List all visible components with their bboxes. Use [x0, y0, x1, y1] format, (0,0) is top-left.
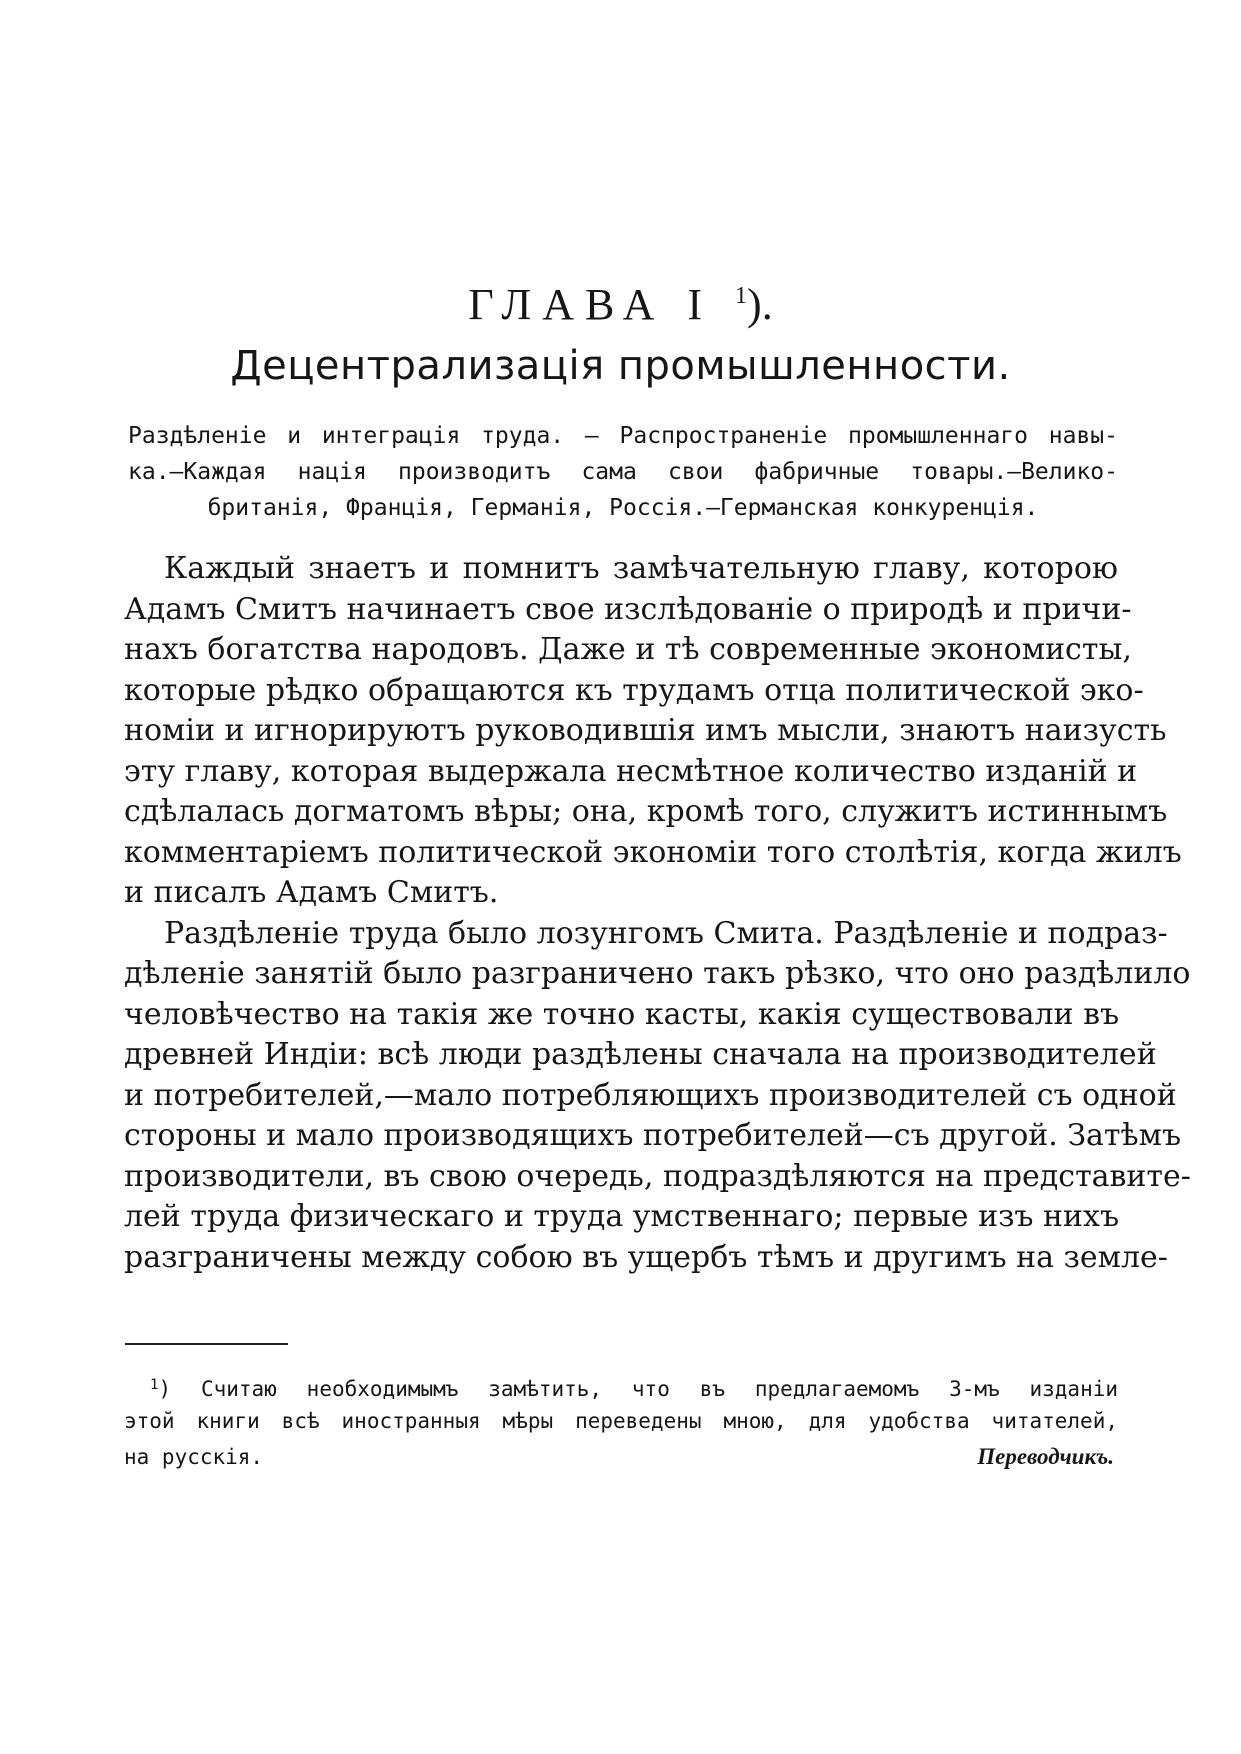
summary-line: Раздѣленіе и интеграція труда. — Распространеніе промышленнаго навы- — [128, 423, 1118, 449]
footnote-mark-close: ) — [158, 1377, 172, 1401]
text-line: нахъ богатства народовъ. Даже и тѣ современные экономисты, — [124, 632, 1132, 667]
footnote-divider — [125, 1343, 288, 1345]
footnote-mark: 1 — [150, 1377, 159, 1393]
text-line: эту главу, которая выдержала несмѣтное количество изданій и — [124, 753, 1138, 789]
footnote-line — [124, 1367, 1118, 1403]
summary-line: ка.—Каждая нація производитъ сама свои фабричные товары.—Велико- — [128, 459, 1118, 485]
paragraph-1 — [124, 549, 1182, 914]
translator-signature: Переводчикъ. — [977, 1444, 1114, 1469]
chapter-footnote-close: ). — [747, 280, 773, 329]
chapter-heading-text: ГЛАВА I — [468, 280, 714, 329]
footnote-line-1-text: Считаю необходимымъ замѣтить, что въ предлагаемомъ 3-мъ изданіи — [200, 1377, 1118, 1401]
text-line: и писалъ Адамъ Смитъ. — [124, 875, 499, 910]
chapter-summary — [128, 418, 1118, 526]
text-line: сдѣлалась догматомъ вѣры; она, кромѣ того, служитъ истиннымъ — [124, 794, 1168, 829]
footnote — [124, 1367, 1118, 1475]
footnote-line-3-text: на русскія. — [124, 1445, 264, 1469]
footnote-line: этой книги всѣ иностранныя мѣры переведены мною, для удобства читателей, — [124, 1409, 1118, 1433]
text-line: которые рѣдко обращаются къ трудамъ отца политической эко- — [124, 672, 1144, 708]
paragraph-2 — [124, 914, 1191, 1279]
summary-line: британія, Франція, Германія, Россія.—Германская конкуренція. — [207, 495, 1039, 521]
footnote-last-row — [124, 1439, 1118, 1475]
chapter-heading — [0, 268, 1241, 333]
text-line: стороны и мало производящихъ потребителей—съ другой. Затѣмъ — [124, 1118, 1182, 1153]
text-line: лей труда физическаго и труда умственнаго; первые изъ нихъ — [124, 1199, 1120, 1234]
text-line: дѣленіе занятій было разграничено такъ рѣзко, что оно раздѣлило — [124, 956, 1191, 991]
text-line: номіи и игнорируютъ руководившія имъ мысли, знаютъ наизусть — [124, 713, 1167, 748]
chapter-footnote-mark: 1 — [735, 283, 748, 309]
text-line: Адамъ Смитъ начинаетъ свое изслѣдованіе о природѣ и причи- — [124, 591, 1132, 627]
body-text — [124, 549, 1191, 1278]
text-line: человѣчество на такія же точно касты, какія существовали въ — [124, 996, 1120, 1032]
text-line: комментаріемъ политической экономіи того столѣтія, когда жилъ — [124, 834, 1182, 870]
text-line: древней Индіи: всѣ люди раздѣлены сначала на производителей — [124, 1037, 1157, 1072]
text-line: производители, въ свою очередь, подраздѣляются на представите- — [124, 1158, 1191, 1194]
text-line: и потребителей,—мало потребляющихъ производителей съ одной — [124, 1077, 1177, 1113]
text-line: Раздѣленіе труда было лозунгомъ Смита. Раздѣленіе и подраз- — [164, 915, 1168, 951]
chapter-title: Децентрализація промышленности. — [230, 343, 1011, 389]
text-line: разграничены между собою въ ущербъ тѣмъ и другимъ на земле- — [124, 1239, 1168, 1275]
text-line: Каждый знаетъ и помнитъ замѣчательную главу, которою — [164, 551, 1118, 586]
